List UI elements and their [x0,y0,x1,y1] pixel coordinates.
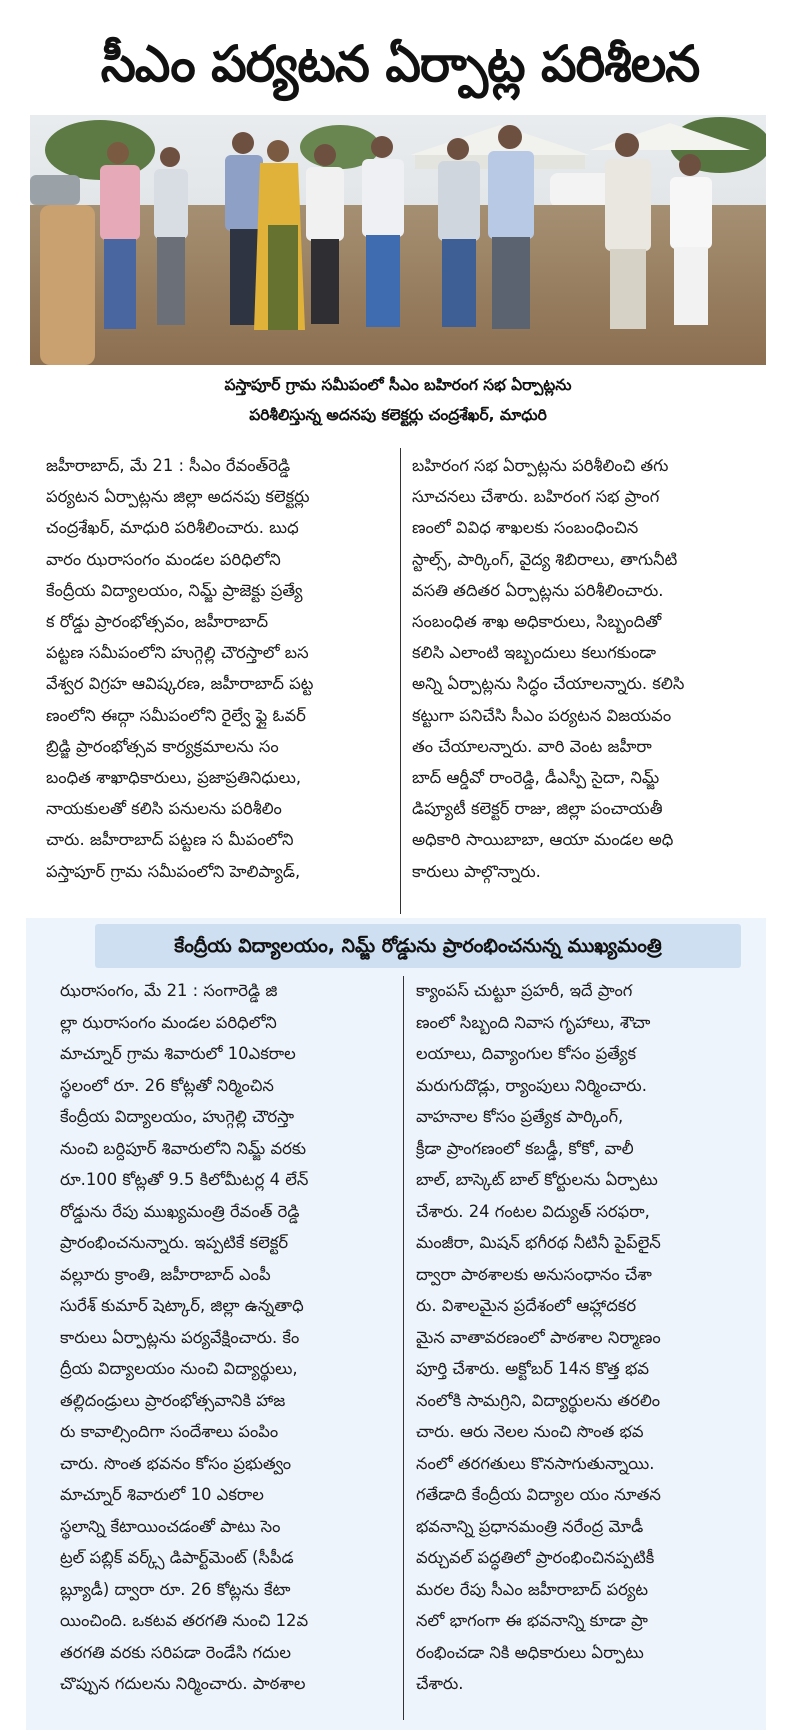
news-photo [30,115,766,365]
text-line: బాద్ ఆర్డీవో రాంరెడ్డి, డీఎస్పీ సైదా, నిమ్జ్ [412,768,660,788]
photo-caption-line: పస్తాపూర్ గ్రామ సమీపంలో సీఎం బహిరంగ సభ ఏర్పాట్లను [224,376,572,394]
text-line: కట్టుగా పనిచేసి సీఎం పర్యటన విజయవం [412,705,672,725]
article2-subheading: కేంద్రీయ విద్యాలయం, నిమ్జ్ రోడ్డును ప్రారంభించనున్న ముఖ్యమంత్రి [95,924,741,968]
text-line: పర్యటన ఏర్పాట్లను జిల్లా అదనపు కలెక్టర్లు [46,487,310,507]
text-line: రూ.100 కోట్లతో 9.5 కిలోమీటర్ల 4 లేన్ [60,1170,309,1189]
text-line: తరగతి వరకు సరిపడా రెండేసి గదుల [60,1642,291,1662]
text-line: బ్రిడ్జి ప్రారంభోత్సవ కార్యక్రమాలను సం [46,736,279,756]
text-line: బంధిత శాఖాధికారులు, ప్రజాప్రతినిధులు, [46,768,302,788]
text-line: లయాలు, దివ్యాంగుల కోసం ప్రత్యేక [416,1044,637,1063]
text-line: డిప్యూటీ కలెక్టర్ రాజు, జిల్లా పంచాయతీ [412,799,663,819]
text-line: చారు. జహీరాబాద్ పట్టణ స మీపంలోని [46,830,294,850]
text-line: క రోడ్డు ప్రారంభోత్సవం, జహీరాబాద్ [46,612,269,632]
text-line: స్థలంలో రూ. 26 కోట్లతో నిర్మించిన [60,1075,274,1095]
text-line: నంలో తరగతులు కొనసాగుతున్నాయి. [416,1453,655,1473]
text-line: మరుగుదొడ్లు, ర్యాంపులు నిర్మించారు. [416,1075,647,1095]
text-line: భవనాన్ని ప్రధానమంత్రి నరేంద్ర మోడీ [416,1516,644,1536]
article2-right-column [416,975,762,1700]
text-line: ట్రల్ పబ్లిక్ వర్క్స్ డిపార్ట్‌మెంట్ (సీపీడ [60,1548,294,1567]
text-line: ల్లా ఝరాసంగం మండల పరిధిలోని [60,1012,277,1032]
text-line: ద్వారా పాఠశాలకు అనుసంధానం చేశా [416,1264,652,1284]
text-line: వేశ్వర విగ్రహ ఆవిష్కరణ, జహీరాబాద్ పట్ట [46,674,314,694]
headline: సీఎం పర్యటన ఏర్పాట్ల పరిశీలన [100,35,700,93]
text-line: మంజీరా, మిషన్ భగీరథ నీటినీ పైప్‌లైన్ [416,1233,661,1252]
text-line: అన్ని ఏర్పాట్లను సిద్ధం చేయాలన్నారు. కలిసి [412,674,685,694]
text-line: చంద్రశేఖర్, మాధురి పరిశీలించారు. బుధ [46,518,299,538]
text-line: యించింది. ఒకటవ తరగతి నుంచి 12వ [60,1611,309,1630]
text-line: సురేశ్ కుమార్ షెట్కార్, జిల్లా ఉన్నతాధి [60,1296,304,1315]
text-line: ణంలో వివిధ శాఖలకు సంబంధించిన [412,518,639,538]
text-line: పూర్తి చేశారు. అక్టోబర్ 14న కొత్త భవ [416,1359,649,1378]
text-line: అధికారి సాయిబాబా, ఆయా మండల అధి [412,830,674,850]
column-divider [403,976,404,1720]
text-line: జహీరాబాద్, మే 21 : సీఎం రేవంత్‌రెడ్డి [46,456,291,475]
photo-caption-line: పరిశీలిస్తున్న అదనపు కలెక్టర్లు చంద్రశేఖర్, మాధురి [249,406,547,424]
text-line: తం చేయాలన్నారు. వారి వెంట జహీరా [412,736,652,756]
text-line: చారు. సొంత భవనం కోసం ప్రభుత్వం [60,1453,292,1473]
text-line: వల్లూరు క్రాంతి, జహీరాబాద్ ఎంపీ [60,1264,271,1284]
text-line: బహిరంగ సభ ఏర్పాట్లను పరిశీలించి తగు [412,456,669,475]
text-line: చేశారు. 24 గంటల విద్యుత్ సరఫరా, [416,1201,650,1221]
text-line: గతేడాది కేంద్రీయ విద్యాల యం నూతన [416,1485,661,1504]
text-line: రంభించడా నికి అధికారులు ఏర్పాటు [416,1642,644,1662]
text-line: ణంలో సిబ్బంది నివాస గృహాలు, శౌచా [416,1012,651,1032]
text-line: కారులు పాల్గొన్నారు. [412,861,541,881]
text-line: పస్తాపూర్ గ్రామ సమీపంలోని హెలిప్యాడ్, [46,861,301,881]
text-line: చేశారు. [416,1674,464,1693]
text-line: మరల రేపు సీఎం జహీరాబాద్ పర్యట [416,1579,649,1599]
text-line: ద్రీయ విద్యాలయం నుంచి విద్యార్థులు, [60,1359,298,1378]
text-line: స్టాల్స్, పార్కింగ్, వైద్య శిబిరాలు, తాగునీటి [412,549,678,569]
text-line: మైన వాతావరణంలో పాఠశాల నిర్మాణం [416,1327,661,1347]
text-line: నుంచి బర్దిపూర్ శివారులోని నిమ్జ్ వరకు [60,1138,307,1158]
article2-left-column [60,975,396,1700]
column-divider [400,448,401,914]
text-line: బాల్, బాస్కెట్ బాల్ కోర్టులను ఏర్పాటు [416,1170,658,1189]
text-line: సూచనలు చేశారు. బహిరంగ సభ ప్రాంగ [412,487,660,507]
photo-caption [30,370,766,432]
text-line: చారు. ఆరు నెలల నుంచి సొంత భవ [416,1422,644,1441]
text-line: ప్రారంభించనున్నారు. ఇప్పటికే కలెక్టర్ [60,1233,289,1252]
text-line: కారులు ఏర్పాట్లను పర్యవేక్షించారు. కేం [60,1327,300,1347]
text-line: సంబంధిత శాఖ అధికారులు, సిబ్బందితో [412,612,662,632]
article1-left-column [46,450,391,887]
text-line: కేంద్రీయ విద్యాలయం, హుగ్గెల్లి చౌరస్తా [60,1107,295,1126]
text-line: రోడ్డును రేపు ముఖ్యమంత్రి రేవంత్ రెడ్డి [60,1201,300,1221]
text-line: వర్చువల్ పద్ధతిలో ప్రారంభించినప్పటికీ [416,1548,655,1567]
text-line: వాహనాల కోసం ప్రత్యేక పార్కింగ్, [416,1107,624,1126]
text-line: కేంద్రీయ విద్యాలయం, నిమ్జ్ ప్రాజెక్టు ప్రత్యే [46,580,303,600]
text-line: స్థలాన్ని కేటాయించడంతో పాటు సెం [60,1516,281,1536]
text-line: క్రీడా ప్రాంగణంలో కబడ్డీ, కోకో, వాలీ [416,1138,634,1158]
text-line: మాచ్నూర్ గ్రామ శివారులో 10ఎకరాల [60,1044,296,1063]
text-line: ఝరాసంగం, మే 21 : సంగారెడ్డి జి [60,981,278,1000]
text-line: ణంలోని ఈద్గా సమీపంలోని రైల్వే ఫ్లై ఓవర్ [46,705,306,725]
text-line: నలో భాగంగా ఈ భవనాన్ని కూడా ప్రా [416,1611,648,1630]
text-line: పట్టణ సమీపంలోని హుగ్గెల్లి చౌరస్తాలో బస [46,643,309,663]
text-line: కలిసి ఎలాంటి ఇబ్బందులు కలుగకుండా [412,643,656,663]
text-line: తల్లిదండ్రులు ప్రారంభోత్సవానికి హాజ [60,1390,286,1410]
text-line: రు కావాల్సిందిగా సందేశాలు పంపిం [60,1422,279,1441]
text-line: వారం ఝరాసంగం మండల పరిధిలోని [46,549,281,569]
text-line: క్యాంపస్ చుట్టూ ప్రహరీ, ఇదే ప్రాంగ [416,981,633,1000]
article1-right-column [412,450,762,887]
text-line: నాయకులతో కలిసి పనులను పరిశీలిం [46,799,282,819]
text-line: మాచ్నూర్ శివారులో 10 ఎకరాల [60,1485,264,1504]
text-line: వసతి తదితర ఏర్పాట్లను పరిశీలించారు. [412,580,664,600]
text-line: బ్ల్యూడీ) ద్వారా రూ. 26 కోట్లను కేటా [60,1579,291,1599]
text-line: నంలోకి సామగ్రిని, విద్యార్థులను తరలిం [416,1390,661,1410]
text-line: రు. విశాలమైన ప్రదేశంలో ఆహ్లాదకర [416,1296,637,1315]
text-line: చొప్పున గదులను నిర్మించారు. పాఠశాల [60,1674,306,1693]
